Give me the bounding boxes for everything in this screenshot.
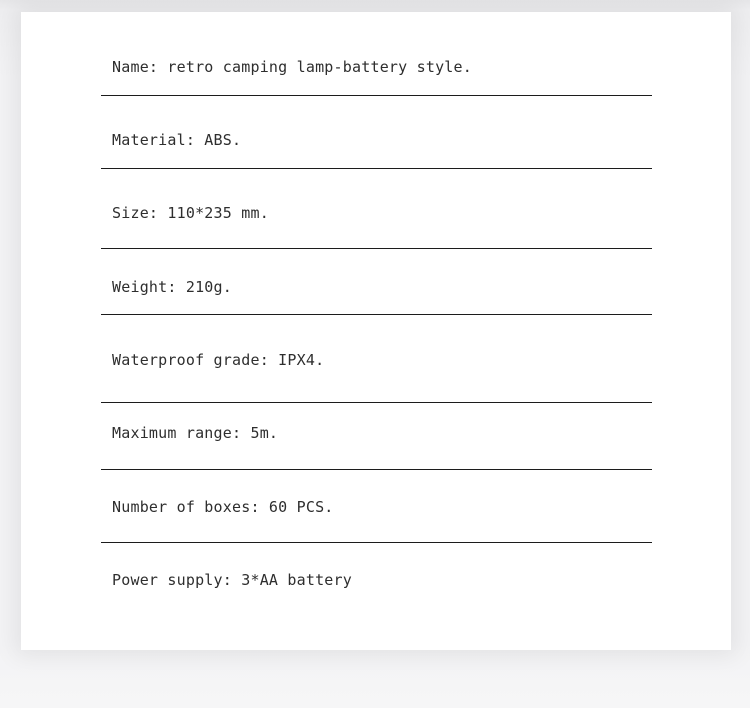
divider: [101, 95, 652, 96]
spec-waterproof-grade: Waterproof grade: IPX4.: [112, 351, 325, 369]
spec-weight: Weight: 210g.: [112, 278, 232, 296]
spec-material: Material: ABS.: [112, 131, 242, 149]
divider: [101, 402, 652, 403]
spec-maximum-range: Maximum range: 5m.: [112, 424, 279, 442]
divider: [101, 314, 652, 315]
spec-size: Size: 110*235 mm.: [112, 204, 269, 222]
spec-name: Name: retro camping lamp-battery style.: [112, 58, 472, 76]
divider: [101, 168, 652, 169]
spec-card: [21, 12, 731, 650]
divider: [101, 542, 652, 543]
divider: [101, 469, 652, 470]
spec-number-of-boxes: Number of boxes: 60 PCS.: [112, 498, 334, 516]
spec-power-supply: Power supply: 3*AA battery: [112, 571, 352, 589]
divider: [101, 248, 652, 249]
